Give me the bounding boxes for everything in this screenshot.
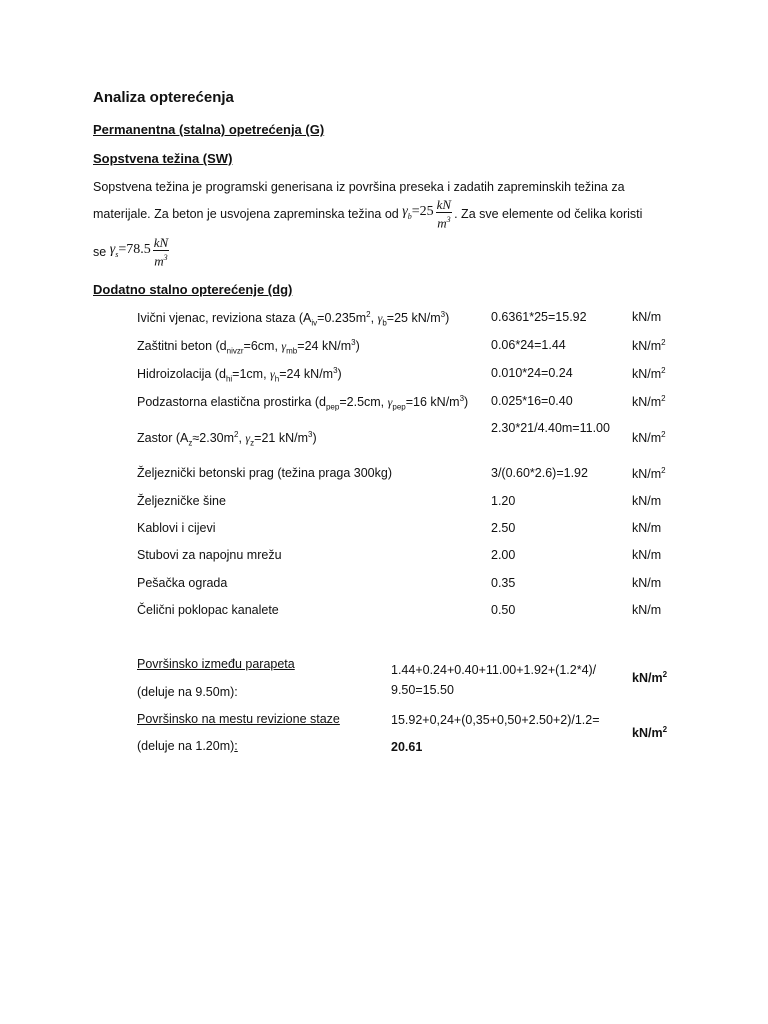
row-end: ) [464, 395, 469, 410]
frac-den-b [436, 213, 452, 230]
frac-den-b-sup: 3 [446, 214, 451, 224]
row-desc-text: Zastor (A [137, 431, 189, 446]
row-end: ) [355, 339, 360, 354]
row-unit-text: kN/m [632, 367, 662, 382]
row-unit: kN/m [632, 310, 662, 324]
gamma-s [110, 240, 151, 265]
gamma-s-sub: s [115, 249, 119, 259]
row-unit: kN/m [632, 576, 662, 590]
row-end: ) [312, 431, 317, 446]
summary-sublabel-colon: : [234, 739, 238, 753]
row-unit: kN/m [632, 548, 662, 562]
row-mid: ≈2.30m [192, 431, 235, 446]
gamma-s-value: =78.5 [118, 241, 151, 257]
section-sw-heading: Sopstvena težina (SW) [93, 151, 233, 166]
gamma-sub: h [274, 374, 280, 384]
table-row [0, 466, 768, 488]
gamma-sub: pep [392, 402, 406, 412]
row-unit-text: kN/m [632, 395, 662, 410]
row-tail: =24 kN/m [279, 367, 334, 382]
gamma-sub: mb [286, 346, 298, 356]
row-desc: Željeznički betonski prag (težina praga 300kg) [137, 466, 392, 480]
row-value: 0.50 [491, 603, 516, 617]
table-row [0, 603, 768, 625]
row-unit-text: kN/m [632, 431, 662, 446]
sw-line-2 [93, 196, 653, 232]
frac-den-s [153, 251, 169, 268]
row-desc-text: Podzastorna elastična prostirka (d [137, 395, 326, 410]
sw-line-2-tail: . Za sve elemente od čelika koristi [454, 207, 643, 221]
row-end: ) [445, 311, 450, 326]
sw-line-2-text: materijale. Za beton je usvojena zapreminska težina od [93, 207, 399, 221]
row-unit [632, 394, 666, 409]
table-row [0, 366, 768, 388]
frac-den-b-text: m [437, 215, 447, 231]
section-dg-heading: Dodatno stalno opterećenje (dg) [93, 282, 293, 297]
row-tail: =24 kN/m [297, 339, 352, 354]
sw-line-3 [93, 234, 653, 270]
row-unit-text: kN/m [632, 339, 662, 354]
row-desc: Kablovi i cijevi [137, 521, 216, 535]
page-title: Analiza opterećenja [93, 89, 234, 106]
row-desc [137, 430, 317, 448]
row-sup: 2 [234, 430, 239, 439]
summary-sublabel-revision-path [137, 739, 238, 753]
row-unit-sup: 2 [661, 394, 666, 403]
row-desc [137, 394, 468, 412]
gamma-b [402, 202, 433, 227]
table-row [0, 494, 768, 516]
unit-fraction-s [153, 236, 169, 268]
table-row [0, 521, 768, 543]
row-mid: =1cm, [232, 367, 271, 382]
row-sub: hi [225, 374, 233, 384]
table-row [0, 548, 768, 570]
row-desc [137, 310, 449, 328]
table-row [0, 576, 768, 598]
summary-unit-text: kN/m [632, 726, 663, 741]
row-sup: 2 [366, 310, 371, 319]
row-value: 2.50 [491, 521, 516, 535]
row-desc: Pešačka ograda [137, 576, 228, 590]
row-unit [632, 466, 666, 481]
unit-fraction-b [436, 198, 452, 230]
gamma-b-value: =25 [411, 203, 434, 219]
row-tail: =25 kN/m [386, 311, 441, 326]
gamma-b-sub: b [407, 211, 412, 221]
row-sub: pep [325, 402, 340, 412]
row-value: 2.30*21/4.40m=11.00 [491, 421, 610, 435]
row-value: 0.6361*25=15.92 [491, 310, 587, 324]
row-value: 0.35 [491, 576, 516, 590]
gamma-symbol: γ [281, 339, 287, 354]
row-sup-2: 3 [333, 366, 338, 375]
row-desc: Željezničke šine [137, 494, 226, 508]
summary-sublabel-text: (deluje na 1.20m) [137, 739, 235, 753]
row-sup-2: 3 [308, 430, 313, 439]
row-mid: =6cm, [243, 339, 282, 354]
row-unit-sup: 2 [661, 466, 666, 475]
frac-num-b: kN [436, 196, 452, 212]
gamma-sub: b [382, 318, 387, 328]
row-unit [632, 430, 666, 445]
row-unit: kN/m [632, 521, 662, 535]
row-tail: =21 kN/m [254, 431, 308, 446]
table-row [0, 310, 768, 332]
summary-value-between-parapets: 1.44+0.24+0.40+11.00+1.92+(1.2*4)/ 9.50=15.50 [391, 663, 597, 697]
gamma-symbol: γ [270, 367, 275, 382]
frac-den-s-text: m [154, 253, 164, 269]
table-row [0, 420, 768, 456]
row-unit: kN/m [632, 494, 662, 508]
row-value: 1.20 [491, 494, 516, 508]
row-unit [632, 338, 666, 353]
row-mid: =0.235m [317, 311, 367, 326]
row-unit-sup: 2 [661, 430, 666, 439]
row-unit [632, 366, 666, 381]
row-sup-2: 3 [459, 394, 465, 403]
summary-result-revision-path: 20.61 [391, 740, 423, 754]
row-mid: =2.5cm, [339, 395, 388, 410]
row-sup-2: 3 [351, 338, 356, 347]
row-value: 2.00 [491, 548, 516, 562]
row-unit-sup: 2 [661, 338, 666, 347]
row-sub: nivzr [226, 346, 244, 356]
row-sup-2: 3 [440, 310, 446, 319]
gamma-b-symbol: γ [402, 203, 408, 219]
frac-den-s-sup: 3 [163, 252, 168, 262]
row-unit-sup: 2 [661, 366, 666, 375]
row-desc-text: Ivični vjenac, reviziona staza (A [137, 311, 312, 326]
row-sep: , [238, 431, 246, 446]
summary-unit-text: kN/m [632, 671, 663, 686]
row-sub: z [188, 438, 193, 448]
table-row [0, 394, 768, 416]
summary-label-revision-path: Površinsko na mestu revizione staze [137, 712, 340, 726]
row-sub: iv [311, 318, 318, 328]
summary-unit-sup: 2 [662, 725, 668, 734]
row-desc-text: Zaštitni beton (d [137, 339, 227, 354]
table-row [0, 338, 768, 360]
summary-sublabel-between-parapets: (deluje na 9.50m): [137, 685, 238, 699]
row-desc: Stubovi za napojnu mrežu [137, 548, 282, 562]
summary-unit-revision-path [632, 725, 667, 740]
row-tail: =16 kN/m [405, 395, 460, 410]
section-permanent-heading: Permanentna (stalna) opetrećenja (G) [93, 122, 325, 137]
row-desc [137, 366, 342, 384]
row-value: 0.06*24=1.44 [491, 338, 566, 352]
row-desc-text: Hidroizolacija (d [137, 367, 226, 382]
summary-unit-between-parapets [632, 670, 667, 685]
gamma-symbol: γ [245, 431, 251, 446]
row-unit-text: kN/m [632, 467, 662, 482]
summary-value-revision-path: 15.92+0,24+(0,35+0,50+2.50+2)/1.2= [391, 713, 600, 727]
row-desc: Čelični poklopac kanalete [137, 603, 279, 617]
row-unit: kN/m [632, 603, 662, 617]
row-end: ) [337, 367, 342, 382]
sw-line-3-text: se [93, 245, 107, 259]
row-desc [137, 338, 360, 356]
row-value: 0.025*16=0.40 [491, 394, 573, 408]
gamma-symbol: γ [377, 311, 383, 326]
gamma-sub: z [250, 438, 255, 448]
summary-unit-sup: 2 [662, 670, 668, 679]
row-sep: , [370, 311, 378, 326]
gamma-s-symbol: γ [109, 241, 116, 257]
summary-label-between-parapets: Površinsko između parapeta [137, 657, 295, 671]
sw-line-1: Sopstvena težina je programski generisana iz površina preseka i zadatih zapreminskih težina za [93, 180, 625, 194]
row-value: 0.010*24=0.24 [491, 366, 573, 380]
gamma-symbol: γ [387, 395, 393, 410]
row-value: 3/(0.60*2.6)=1.92 [491, 466, 588, 480]
frac-num-s: kN [153, 234, 169, 250]
